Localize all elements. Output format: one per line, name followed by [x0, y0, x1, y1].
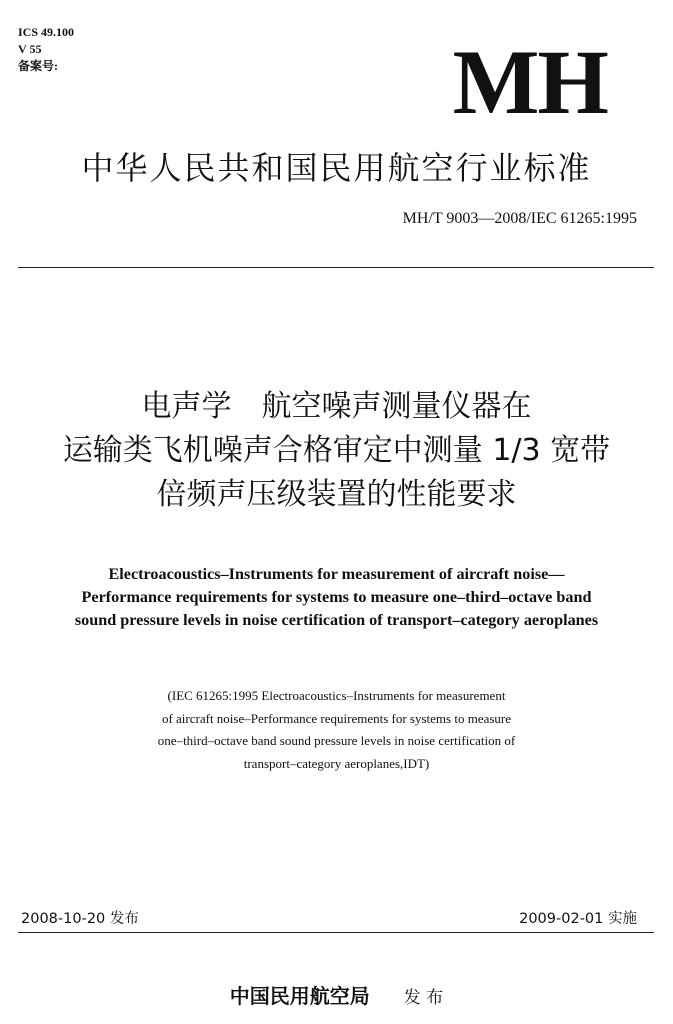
classification-codes — [18, 24, 74, 75]
english-title — [0, 563, 673, 632]
english-title-line: Electroacoustics–Instruments for measurement of aircraft noise— — [108, 565, 565, 583]
chinese-title-line: 运输类飞机噪声合格审定中测量 1/3 宽带 — [62, 433, 611, 468]
mh-logo: MH — [452, 31, 607, 133]
bottom-divider — [18, 932, 654, 933]
english-title-line: sound pressure levels in noise certification of transport–category aeroplanes — [74, 611, 599, 629]
chinese-title-line: 倍频声压级装置的性能要求 — [156, 477, 517, 512]
standard-code: MH/T 9003—2008/IEC 61265:1995 — [402, 210, 637, 227]
effective-date: 2009-02-01 实施 — [519, 911, 637, 927]
english-title-line: Performance requirements for systems to measure one–third–octave band — [81, 588, 592, 606]
issuer-line — [0, 980, 673, 1009]
idt-note-line: one–third–octave band sound pressure levels in noise certification of — [157, 733, 516, 748]
publish-date: 2008-10-20 发布 — [21, 911, 139, 927]
idt-note-line: transport–category aeroplanes,IDT) — [243, 755, 430, 771]
issuer-name: 中国民用航空局 — [229, 984, 370, 1008]
top-divider — [18, 267, 654, 268]
idt-note-line: (IEC 61265:1995 Electroacoustics–Instruments for measurement — [167, 688, 506, 703]
ccs-code: V 55 — [18, 42, 42, 56]
ics-code: ICS 49.100 — [18, 25, 75, 39]
chinese-title — [0, 385, 673, 517]
issuer-action: 发 布 — [403, 988, 444, 1008]
standard-name: 中华人民共和国民用航空行业标准 — [81, 149, 592, 187]
filing-number: 备案号: — [18, 59, 58, 73]
chinese-title-line: 电声学 航空噪声测量仪器在 — [141, 389, 532, 424]
idt-note-line: of aircraft noise–Performance requirements for systems to measure — [161, 710, 512, 726]
idt-reference-note — [0, 685, 673, 775]
